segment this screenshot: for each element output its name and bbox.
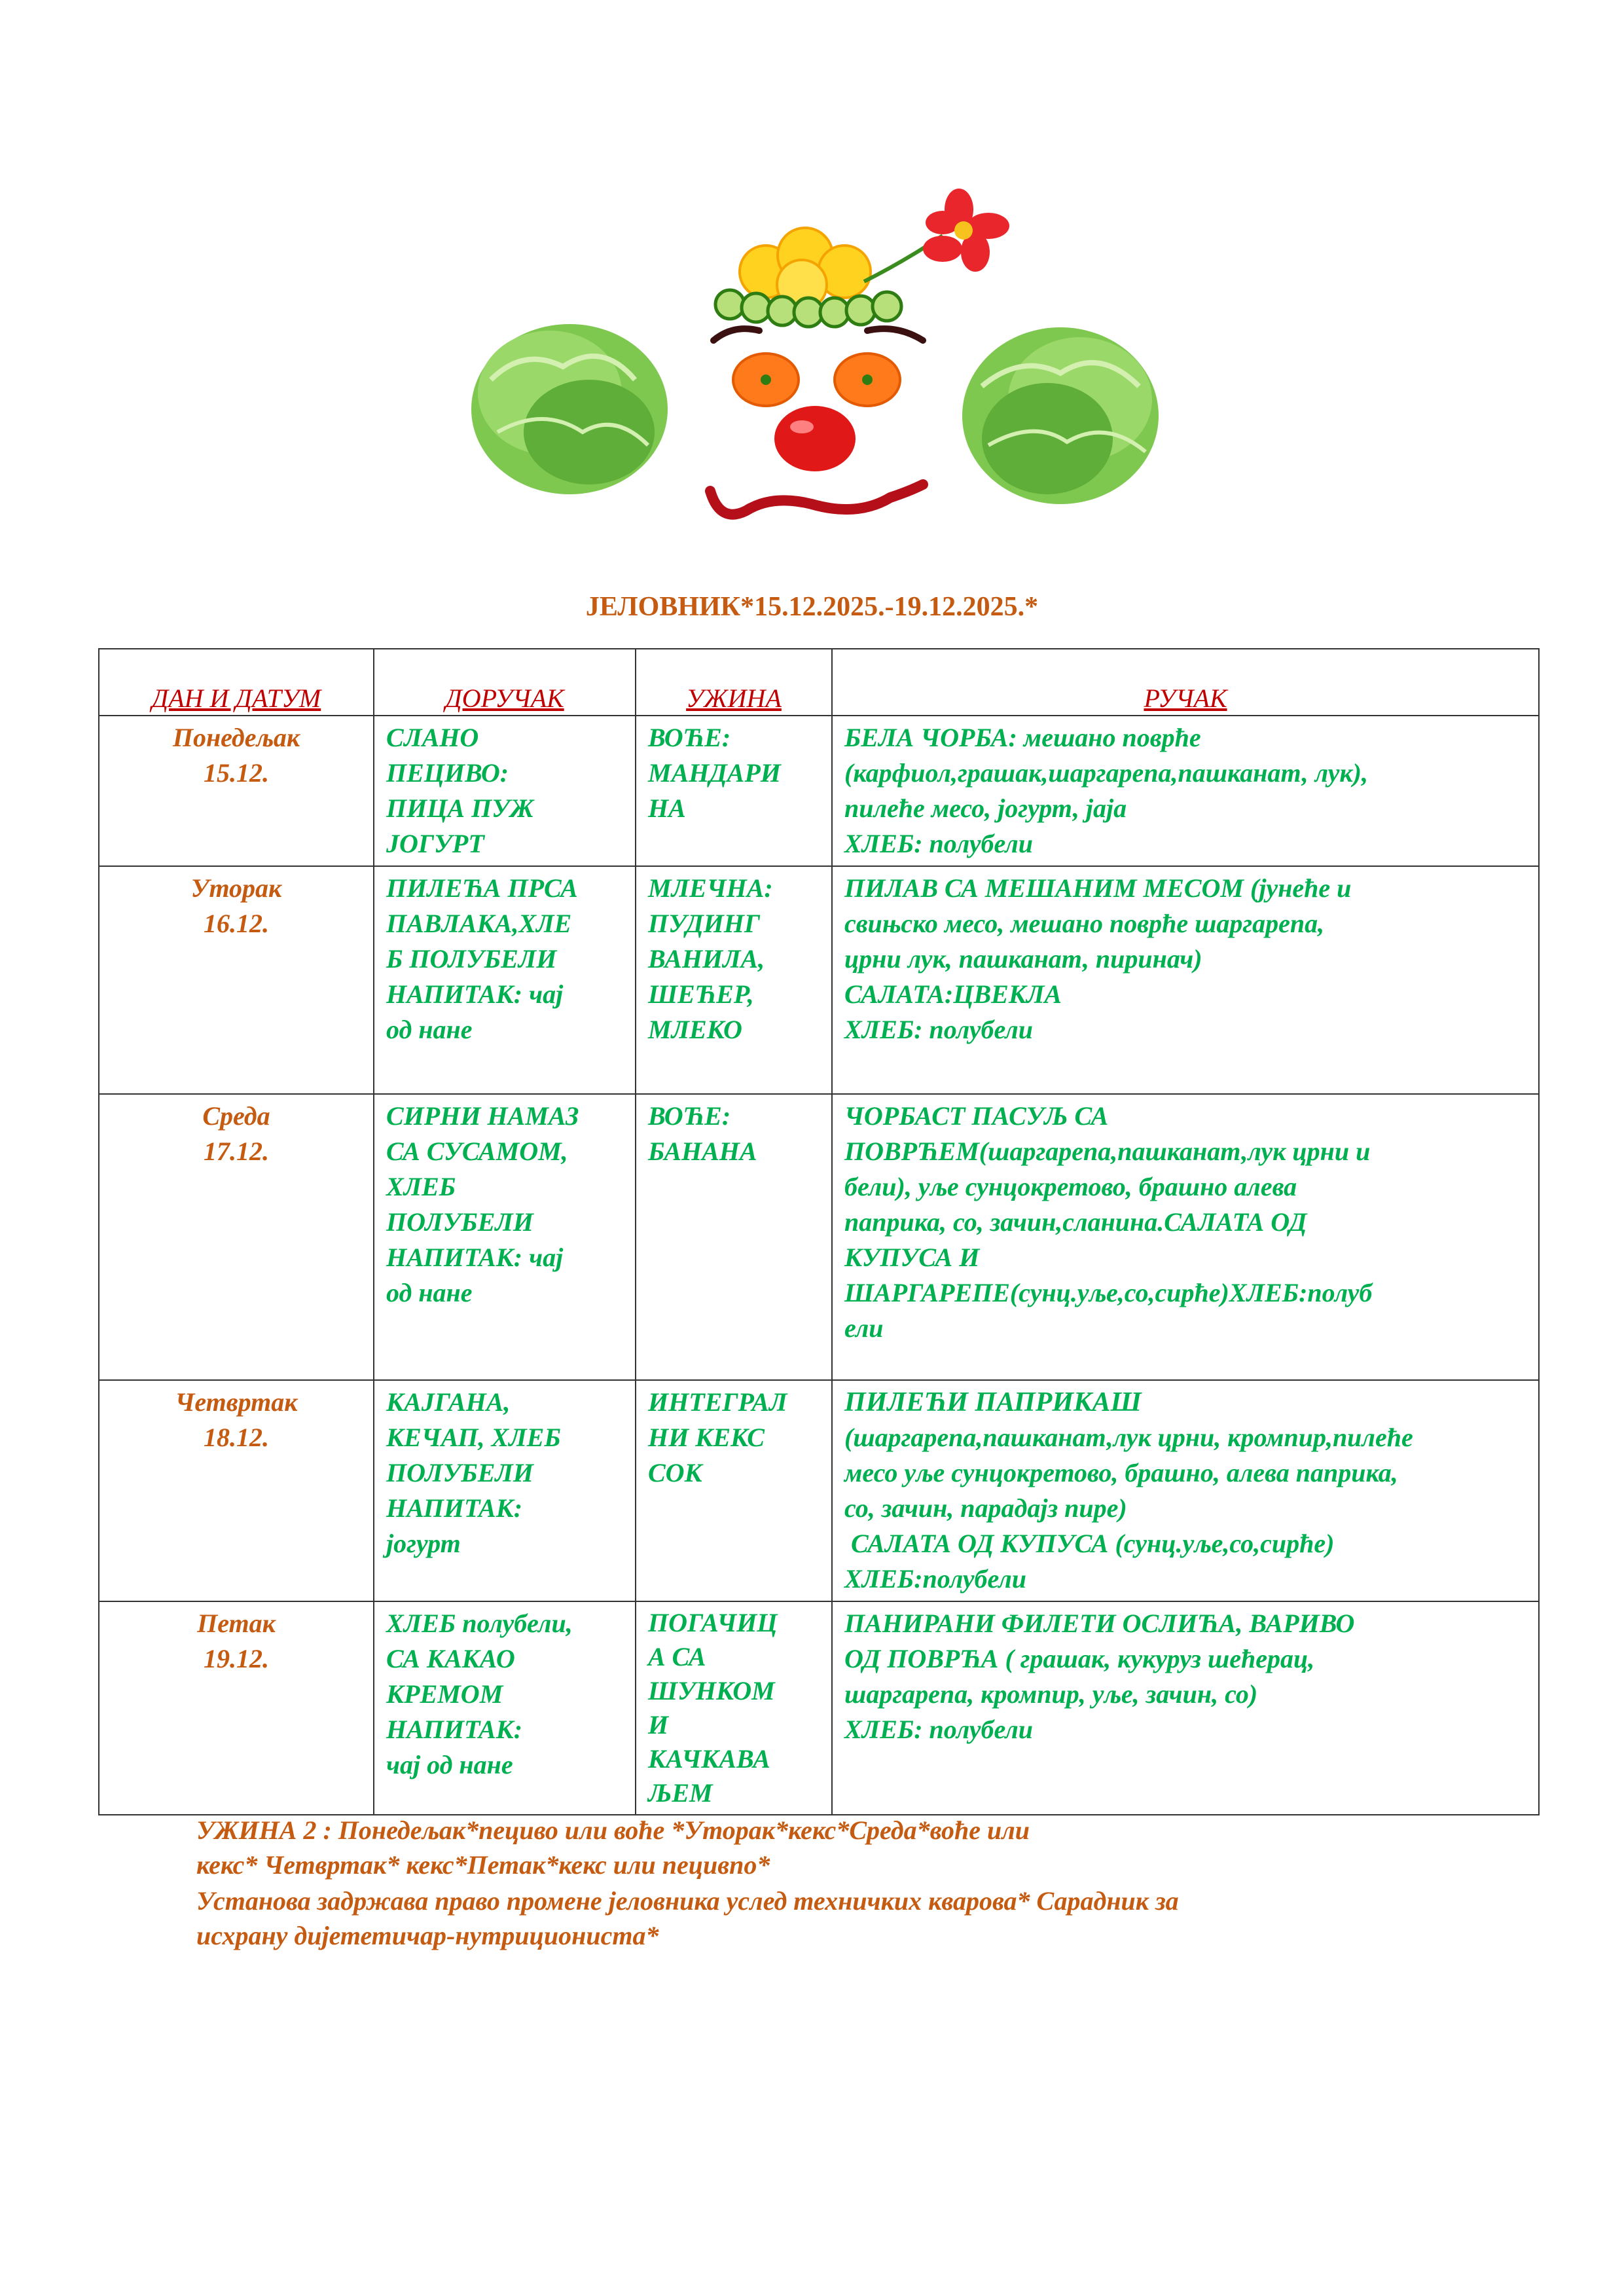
header-day-date: ДАН И ДАТУМ: [99, 649, 374, 716]
breakfast-line: НАПИТАК: чај: [386, 1243, 564, 1272]
breakfast-line: СА КАКАО: [386, 1644, 515, 1673]
snack-cell: [636, 1380, 832, 1601]
day-name: Понедељак: [172, 723, 300, 752]
day-date: 17.12.: [204, 1137, 269, 1166]
lunch-line: КУПУСА И: [844, 1243, 980, 1272]
lunch-line: ПИЛАВ СА МЕШАНИМ МЕСОМ (јунеће и: [844, 873, 1352, 903]
snack-line: ВОЋЕ:: [648, 1101, 731, 1131]
header-breakfast: ДОРУЧАК: [374, 649, 636, 716]
header-snack: УЖИНА: [636, 649, 832, 716]
breakfast-cell: [374, 1601, 636, 1815]
lunch-line: САЛАТА:ЦВЕКЛА: [844, 979, 1062, 1009]
lunch-line: пилеће месо, јогурт, јаја: [844, 793, 1127, 823]
snack-line: МЛЕКО: [648, 1015, 742, 1044]
day-date: 18.12.: [204, 1423, 269, 1452]
snack-cell: [636, 1601, 832, 1815]
lunch-line: (шаргарепа,пашканат,лук црни, кромпир,пилеће: [844, 1423, 1413, 1452]
lunch-line: ХЛЕБ: полубели: [844, 1715, 1034, 1744]
day-name: Четвртак: [175, 1387, 298, 1417]
breakfast-line: ПИЛЕЋА ПРСА: [386, 873, 578, 903]
breakfast-cell: [374, 1094, 636, 1380]
breakfast-line: КРЕМОМ: [386, 1679, 503, 1709]
lunch-line: ЧОРБАСТ ПАСУЉ СА: [844, 1101, 1109, 1131]
breakfast-line: КЕЧАП, ХЛЕБ: [386, 1423, 561, 1452]
snack-line: ШЕЋЕР,: [648, 979, 754, 1009]
snack-line: ИНТЕГРАЛ: [648, 1387, 787, 1417]
day-cell: [99, 1380, 374, 1601]
snack-line: НА: [648, 793, 686, 823]
breakfast-cell: [374, 716, 636, 866]
footnote-snack2-line2: кекс* Четвртак* кекс*Петак*кекс или пецивпо*: [196, 1850, 770, 1880]
lunch-line: свињско месо, мешано поврће шаргарепа,: [844, 909, 1325, 938]
table-row: [99, 1601, 1539, 1815]
snack-cell: [636, 1094, 832, 1380]
breakfast-line: НАПИТАК: чај: [386, 979, 564, 1009]
menu-title: ЈЕЛОВНИК*15.12.2025.-19.12.2025.*: [585, 592, 1039, 622]
lunch-line: ПОВРЋЕМ(шаргарепа,пашканат,лук црни и: [844, 1137, 1371, 1166]
snack-line: ПОГАЧИЦ: [648, 1608, 778, 1637]
breakfast-line: НАПИТАК:: [386, 1715, 523, 1744]
day-name: Уторак: [190, 873, 282, 903]
breakfast-line: ПОЛУБЕЛИ: [386, 1458, 533, 1487]
breakfast-line: од нане: [386, 1015, 473, 1044]
snack-line: ШУНКОМ: [648, 1676, 775, 1705]
snack-cell: [636, 866, 832, 1094]
header-lunch: РУЧАК: [832, 649, 1539, 716]
lunch-cell: [832, 1380, 1539, 1601]
breakfast-line: ХЛЕБ полубели,: [386, 1609, 573, 1638]
breakfast-line: СИРНИ НАМАЗ: [386, 1101, 579, 1131]
snack-line: И: [648, 1710, 669, 1740]
snack-line: НИ КЕКС: [648, 1423, 765, 1452]
lunch-line: ХЛЕБ:полубели: [844, 1564, 1027, 1594]
table-row: [99, 866, 1539, 1094]
lunch-line: црни лук, пашканат, пиринач): [844, 944, 1202, 974]
lunch-cell: [832, 866, 1539, 1094]
snack-line: ЉЕМ: [648, 1778, 713, 1808]
day-date: 15.12.: [204, 758, 269, 788]
right-eyebrow-icon: [867, 329, 923, 340]
table-header-row: [99, 649, 1539, 716]
clown-vegetable-illustration: [471, 183, 1165, 563]
lunch-line: бели), уље сунцокретово, брашно алева: [844, 1172, 1297, 1201]
snack-line: ВОЋЕ:: [648, 723, 731, 752]
lunch-line: ОД ПОВРЋА ( грашак, кукуруз шећерац,: [844, 1644, 1315, 1673]
lunch-line: месо уље сунцокретово, брашно, алева паприка,: [844, 1458, 1398, 1487]
snack-line: БАНАНА: [648, 1137, 757, 1166]
ketchup-mouth-icon: [710, 484, 923, 515]
breakfast-line: ПАВЛАКА,ХЛЕ: [386, 909, 572, 938]
breakfast-line: ПИЦА ПУЖ: [386, 793, 534, 823]
lettuce-left-icon: [471, 324, 668, 494]
footnote-snack2-line1: УЖИНА 2 : Понедељак*пециво или воће *Уторак*кекс*Среда*воће или: [196, 1815, 1030, 1845]
lunch-line: ХЛЕБ: полубели: [844, 829, 1034, 858]
day-date: 19.12.: [204, 1644, 269, 1673]
day-cell: [99, 1601, 374, 1815]
footnote-disclaimer-line1: Установа задржава право промене јеловника услед техничких кварова* Сарадник за: [196, 1886, 1179, 1916]
day-cell: [99, 716, 374, 866]
lettuce-right-icon: [962, 327, 1159, 504]
table-row: [99, 1094, 1539, 1380]
snack-line: А СА: [648, 1642, 706, 1671]
lunch-line: со, зачин, парадајз пире): [844, 1493, 1127, 1523]
lunch-line: ХЛЕБ: полубели: [844, 1015, 1034, 1044]
snack-line: ВАНИЛА,: [648, 944, 765, 974]
lunch-line: шаргарепа, кромпир, уље, зачин, со): [844, 1679, 1258, 1709]
lunch-line: САЛАТА ОД КУПУСА (сунц.уље,со,сирће): [844, 1529, 1335, 1558]
breakfast-line: Б ПОЛУБЕЛИ: [386, 944, 557, 974]
day-date: 16.12.: [204, 909, 269, 938]
breakfast-line: ПЕЦИВО:: [386, 758, 509, 788]
table-row: [99, 1380, 1539, 1601]
strawberry-flower-icon: [864, 189, 1009, 282]
breakfast-line: КАЈГАНА,: [386, 1387, 511, 1417]
breakfast-line: СЛАНО: [386, 723, 479, 752]
left-eyebrow-icon: [713, 329, 759, 340]
breakfast-line: чај од нане: [386, 1750, 513, 1779]
snack-line: КАЧКАВА: [648, 1744, 770, 1774]
breakfast-line: ХЛЕБ: [386, 1172, 456, 1201]
lunch-line: БЕЛА ЧОРБА: мешано поврће: [844, 723, 1201, 752]
breakfast-line: јогурт: [386, 1529, 461, 1558]
day-cell: [99, 1094, 374, 1380]
snack-line: МАНДАРИ: [648, 758, 781, 788]
lunch-line: ШАРГАРЕПЕ(сунц.уље,со,сирће)ХЛЕБ:полуб: [844, 1278, 1373, 1307]
day-cell: [99, 866, 374, 1094]
breakfast-line: од нане: [386, 1278, 473, 1307]
lunch-cell: [832, 1094, 1539, 1380]
day-name: Среда: [202, 1101, 270, 1131]
snack-line: МЛЕЧНА:: [648, 873, 773, 903]
lunch-line: ПАНИРАНИ ФИЛЕТИ ОСЛИЋА, ВАРИВО: [844, 1609, 1355, 1638]
snack-line: ПУДИНГ: [648, 909, 761, 938]
snack-cell: [636, 716, 832, 866]
day-name: Петак: [197, 1609, 276, 1638]
lunch-line: (карфиол,грашак,шаргарепа,пашканат, лук),: [844, 758, 1368, 788]
breakfast-line: ПОЛУБЕЛИ: [386, 1207, 533, 1237]
breakfast-line: ЈОГУРТ: [386, 829, 484, 858]
carrot-eyes-icon: [733, 354, 900, 406]
weekly-menu-table: [98, 648, 1540, 1815]
breakfast-cell: [374, 1380, 636, 1601]
breakfast-line: СА СУСАМОМ,: [386, 1137, 568, 1166]
lunch-line: паприка, со, зачин,сланина.САЛАТА ОД: [844, 1207, 1307, 1237]
breakfast-line: НАПИТАК:: [386, 1493, 523, 1523]
lunch-cell: [832, 1601, 1539, 1815]
tomato-nose-icon: [774, 406, 856, 471]
lunch-cell: [832, 716, 1539, 866]
footnote-disclaimer-line2: исхрану дијететичар-нутриционистa*: [196, 1921, 659, 1950]
breakfast-cell: [374, 866, 636, 1094]
lunch-line: ели: [844, 1313, 884, 1343]
lunch-line: ПИЛЕЋИ ПАПРИКАШ: [844, 1387, 1142, 1417]
table-row: [99, 716, 1539, 866]
snack-line: СОК: [648, 1458, 702, 1487]
